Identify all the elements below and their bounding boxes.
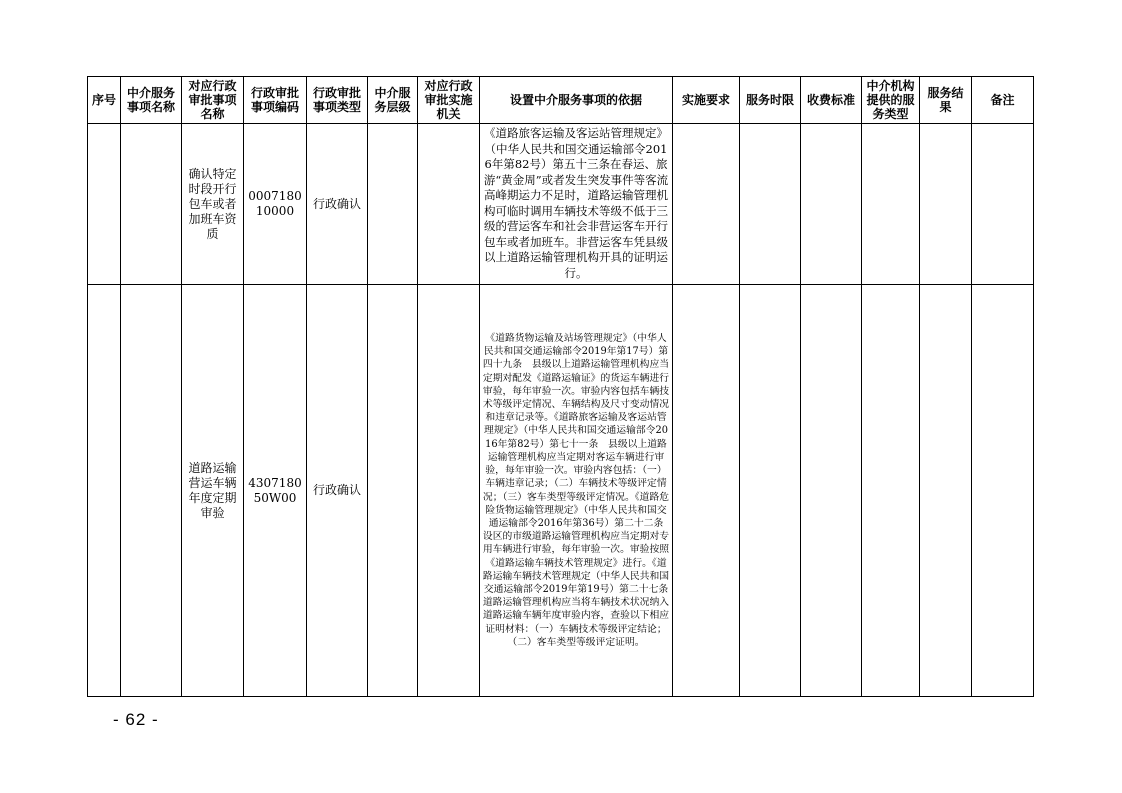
- cell-result: [920, 124, 972, 285]
- table-row: [88, 285, 1034, 697]
- header-approval-agency: 对应行政审批实施机关: [418, 77, 480, 124]
- header-fee-standard: 收费标准: [801, 77, 862, 124]
- cell-approval-type: 行政确认: [307, 285, 368, 697]
- cell-basis: 《道路旅客运输及客运站管理规定》（中华人民共和国交通运输部令2016年第82号）第五十三条在春运、旅游“黄金周”或者发生突发事件等客流高峰期运力不足时，道路运输管理机构可临时调用车辆技术等级不低于三级的营运客车和社会非营运客车开行包车或者加班车。非营运客车凭县级以上道路运输管理机构开具的证明运行。: [480, 124, 673, 285]
- header-requirements: 实施要求: [673, 77, 740, 124]
- header-approval-type: 行政审批事项类型: [307, 77, 368, 124]
- cell-service-level: [368, 124, 418, 285]
- cell-approval-name: 确认特定时段开行包车或者加班车资质: [182, 124, 244, 285]
- cell-result: [920, 285, 972, 697]
- cell-seq: [88, 285, 121, 697]
- header-approval-code: 行政审批事项编码: [244, 77, 307, 124]
- header-provider-type: 中介机构提供的服务类型: [862, 77, 920, 124]
- header-seq: 序号: [88, 77, 121, 124]
- cell-approval-agency: [418, 285, 480, 697]
- cell-approval-name: 道路运输营运车辆年度定期审验: [182, 285, 244, 697]
- header-time-limit: 服务时限: [740, 77, 801, 124]
- cell-time-limit: [740, 124, 801, 285]
- cell-service-level: [368, 285, 418, 697]
- cell-time-limit: [740, 285, 801, 697]
- cell-provider-type: [862, 285, 920, 697]
- cell-approval-code: 430718050W00: [244, 285, 307, 697]
- header-intermediary-name: 中介服务事项名称: [121, 77, 182, 124]
- cell-provider-type: [862, 124, 920, 285]
- cell-remarks: [972, 285, 1034, 697]
- cell-approval-code: 000718010000: [244, 124, 307, 285]
- cell-seq: [88, 124, 121, 285]
- page-number: - 62 -: [113, 710, 159, 729]
- cell-basis: 《道路货物运输及站场管理规定》（中华人民共和国交通运输部令2019年第17号）第四十九条 县级以上道路运输管理机构应当定期对配发《道路运输证》的货运车辆进行审验，每年审验一次。审验内容包括车辆技术等级评定情况、车辆结构及尺寸变动情况和违章记录等。《道路旅客运输及客运站管理规定》（中华人民共和国交通运输部令2016年第82号）第七十一条 县级以上道路运输管理机构应当定期对客运车辆进行审验，每年审验一次。审验内容包括：（一）车辆违章记录；（二）车辆技术等级评定情况；（三）客车类型等级评定情况。《道路危险货物运输管理规定》（中华人民共和国交通运输部令2016年第36号）第二十二条 设区的市级道路运输管理机构应当定期对专用车辆进行审验，每年审验一次。审验按照《道路运输车辆技术管理规定》进行。《道路运输车辆技术管理规定（中华人民共和国交通运输部令2019年第19号）第二十七条 道路运输管理机构应当将车辆技术状况纳入道路运输车辆年度审验内容，查验以下相应证明材料：（一）车辆技术等级评定结论；（二）客车类型等级评定证明。: [480, 285, 673, 697]
- header-service-level: 中介服务层级: [368, 77, 418, 124]
- cell-approval-agency: [418, 124, 480, 285]
- cell-approval-type: 行政确认: [307, 124, 368, 285]
- header-approval-name: 对应行政审批事项名称: [182, 77, 244, 124]
- service-items-table: [87, 76, 1034, 697]
- cell-intermediary-name: [121, 285, 182, 697]
- table-row: [88, 124, 1034, 285]
- cell-fee-standard: [801, 124, 862, 285]
- cell-requirements: [673, 285, 740, 697]
- table-header-row: [88, 77, 1034, 124]
- header-result: 服务结果: [920, 77, 972, 124]
- cell-requirements: [673, 124, 740, 285]
- cell-intermediary-name: [121, 124, 182, 285]
- header-basis: 设置中介服务事项的依据: [480, 77, 673, 124]
- cell-fee-standard: [801, 285, 862, 697]
- header-remarks: 备注: [972, 77, 1034, 124]
- cell-remarks: [972, 124, 1034, 285]
